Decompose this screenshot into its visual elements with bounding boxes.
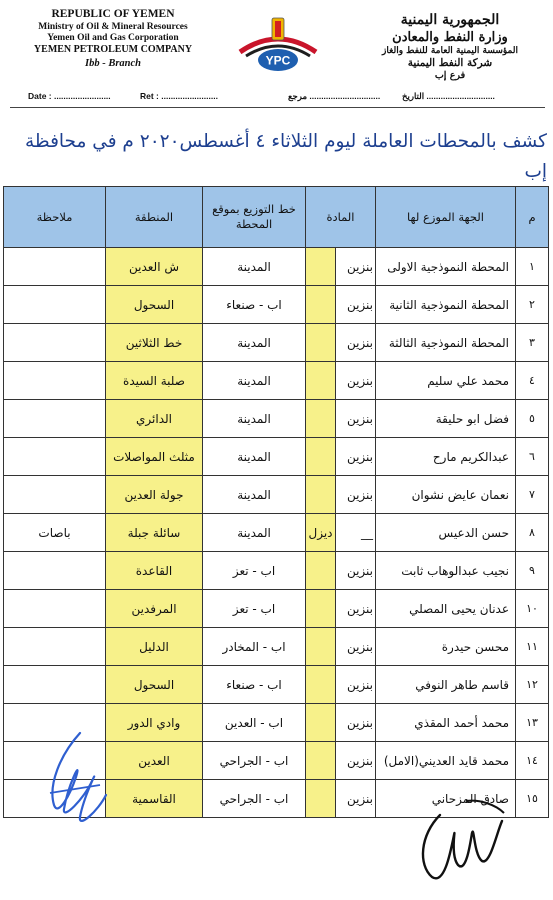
table-header-row	[4, 187, 549, 248]
cell-distribution-line: اب - تعز	[203, 590, 306, 628]
header-area: المنطقة	[106, 187, 203, 248]
cell-note	[4, 476, 106, 514]
cell-entity: عبدالكريم مارح	[376, 438, 516, 476]
cell-distribution-line: المدينة	[203, 362, 306, 400]
cell-area: العدين	[106, 742, 203, 780]
cell-distribution-line: اب - صنعاء	[203, 666, 306, 704]
cell-quantity	[306, 286, 336, 324]
cell-distribution-line: اب - تعز	[203, 552, 306, 590]
table-row	[4, 666, 549, 704]
cell-num: ١٤	[516, 742, 549, 780]
cell-quantity	[306, 780, 336, 818]
cell-area: الدائري	[106, 400, 203, 438]
letterhead-en-line2: Ministry of Oil & Mineral Resources	[38, 21, 188, 32]
letterhead-ar-line2: وزارة النفط والمعادن	[392, 29, 508, 45]
cell-note	[4, 666, 106, 704]
cell-material: بنزين	[336, 286, 376, 324]
letterhead-en-line4: YEMEN PETROLEUM COMPANY	[33, 43, 193, 55]
table-row	[4, 552, 549, 590]
letterhead-ar-line3: المؤسسة اليمنية العامة للنفط والغاز	[382, 45, 518, 56]
letterhead-ar-line5: فرع إب	[434, 70, 466, 82]
cell-area: خط الثلاثين	[106, 324, 203, 362]
cell-material: بنزين	[336, 666, 376, 704]
letterhead-en-line3: Yemen Oil and Gas Corporation	[47, 32, 179, 43]
cell-entity: صادق المزحاني	[376, 780, 516, 818]
cell-material: بنزين	[336, 590, 376, 628]
letterhead-ar-line1: الجمهورية اليمنية	[400, 12, 500, 28]
cell-quantity	[306, 476, 336, 514]
logo-text: YPC	[265, 53, 291, 68]
cell-distribution-line: المدينة	[203, 324, 306, 362]
cell-quantity	[306, 628, 336, 666]
cell-num: ٢	[516, 286, 549, 324]
header-distribution-line: خط التوزيع بموقع المحطة	[203, 187, 306, 248]
table-row	[4, 438, 549, 476]
cell-num: ٤	[516, 362, 549, 400]
cell-entity: قاسم طاهر النوفي	[376, 666, 516, 704]
cell-entity: المحطة النموذجية الثانية	[376, 286, 516, 324]
cell-distribution-line: اب - العدين	[203, 704, 306, 742]
header-material: المادة	[306, 187, 376, 248]
cell-material: __	[336, 514, 376, 552]
stations-table	[3, 186, 549, 818]
cell-entity: نعمان عايض نشوان	[376, 476, 516, 514]
cell-distribution-line: المدينة	[203, 400, 306, 438]
cell-entity: محمد قايد العديني(الامل)	[376, 742, 516, 780]
cell-note	[4, 438, 106, 476]
cell-entity: المحطة النموذجية الاولى	[376, 248, 516, 286]
cell-quantity	[306, 704, 336, 742]
table-row	[4, 628, 549, 666]
cell-note	[4, 590, 106, 628]
cell-area: الدليل	[106, 628, 203, 666]
date-label-en: Date : ........................	[28, 91, 111, 101]
cell-area: ش العدين	[106, 248, 203, 286]
cell-note	[4, 628, 106, 666]
cell-distribution-line: اب - الجراحي	[203, 742, 306, 780]
cell-num: ٩	[516, 552, 549, 590]
cell-entity: حسن الدعيس	[376, 514, 516, 552]
cell-note: باصات	[4, 514, 106, 552]
cell-num: ٨	[516, 514, 549, 552]
document-title: كشف بالمحطات العاملة ليوم الثلاثاء ٤ أغسطس٢٠٢٠ م في محافظة إب	[24, 131, 547, 182]
cell-num: ١٢	[516, 666, 549, 704]
cell-material: بنزين	[336, 400, 376, 438]
cell-distribution-line: اب - الجراحي	[203, 780, 306, 818]
cell-area: السحول	[106, 286, 203, 324]
table-row	[4, 324, 549, 362]
cell-num: ١٥	[516, 780, 549, 818]
letterhead-ar-line4: شركة النفط اليمنية	[407, 57, 493, 69]
cell-material: بنزين	[336, 628, 376, 666]
cell-quantity	[306, 400, 336, 438]
cell-quantity: ديزل	[306, 514, 336, 552]
cell-entity: المحطة النموذجية الثالثة	[376, 324, 516, 362]
cell-quantity	[306, 248, 336, 286]
cell-area: السحول	[106, 666, 203, 704]
cell-material: بنزين	[336, 742, 376, 780]
cell-note	[4, 286, 106, 324]
cell-quantity	[306, 666, 336, 704]
table-row	[4, 400, 549, 438]
cell-entity: محمد أحمد المقذي	[376, 704, 516, 742]
letterhead-en-line5: Ibb - Branch	[84, 57, 141, 69]
signature-left	[40, 725, 120, 835]
cell-num: ٧	[516, 476, 549, 514]
ref-label-en: Ret : ........................	[140, 91, 218, 101]
ypc-logo-icon	[232, 12, 324, 76]
cell-entity: محسن حيدرة	[376, 628, 516, 666]
cell-distribution-line: اب - المخادر	[203, 628, 306, 666]
cell-quantity	[306, 742, 336, 780]
letterhead	[0, 0, 553, 112]
cell-material: بنزين	[336, 248, 376, 286]
table-row	[4, 286, 549, 324]
header-num: م	[516, 187, 549, 248]
cell-entity: نجيب عبدالوهاب ثابت	[376, 552, 516, 590]
cell-num: ٥	[516, 400, 549, 438]
cell-area: سائلة جبلة	[106, 514, 203, 552]
cell-material: بنزين	[336, 552, 376, 590]
letterhead-divider	[10, 107, 545, 108]
cell-entity: عدنان يحيى المصلي	[376, 590, 516, 628]
cell-distribution-line: المدينة	[203, 248, 306, 286]
cell-quantity	[306, 438, 336, 476]
cell-note	[4, 552, 106, 590]
cell-material: بنزين	[336, 438, 376, 476]
cell-area: صلبة السيدة	[106, 362, 203, 400]
date-label-ar: ............................. التاريخ	[402, 91, 495, 101]
cell-quantity	[306, 590, 336, 628]
cell-num: ١٣	[516, 704, 549, 742]
cell-entity: فضل ابو حليقة	[376, 400, 516, 438]
ref-label-ar: .............................. مرجع	[288, 91, 381, 101]
cell-material: بنزين	[336, 324, 376, 362]
signature-right	[410, 795, 510, 890]
table-row	[4, 476, 549, 514]
cell-note	[4, 400, 106, 438]
cell-quantity	[306, 552, 336, 590]
cell-material: بنزين	[336, 362, 376, 400]
cell-distribution-line: اب - صنعاء	[203, 286, 306, 324]
cell-num: ١	[516, 248, 549, 286]
cell-entity: محمد علي سليم	[376, 362, 516, 400]
cell-material: بنزين	[336, 704, 376, 742]
cell-distribution-line: المدينة	[203, 514, 306, 552]
cell-material: بنزين	[336, 476, 376, 514]
cell-quantity	[306, 324, 336, 362]
cell-area: القاعدة	[106, 552, 203, 590]
letterhead-english	[8, 8, 218, 70]
cell-note	[4, 324, 106, 362]
cell-num: ٣	[516, 324, 549, 362]
cell-area: المرفدين	[106, 590, 203, 628]
header-note: ملاحظة	[4, 187, 106, 248]
cell-material: بنزين	[336, 780, 376, 818]
cell-num: ١٠	[516, 590, 549, 628]
cell-num: ٦	[516, 438, 549, 476]
letterhead-en-line1: REPUBLIC OF YEMEN	[51, 8, 175, 20]
cell-note	[4, 362, 106, 400]
cell-area: القاسمية	[106, 780, 203, 818]
cell-num: ١١	[516, 628, 549, 666]
cell-note	[4, 248, 106, 286]
cell-distribution-line: المدينة	[203, 438, 306, 476]
cell-area: مثلث المواصلات	[106, 438, 203, 476]
cell-distribution-line: المدينة	[203, 476, 306, 514]
table-row	[4, 590, 549, 628]
table-row	[4, 362, 549, 400]
table-row	[4, 248, 549, 286]
header-entity: الجهة الموزع لها	[376, 187, 516, 248]
cell-area: وادي الدور	[106, 704, 203, 742]
cell-area: جولة العدين	[106, 476, 203, 514]
cell-quantity	[306, 362, 336, 400]
letterhead-arabic	[355, 12, 545, 82]
table-row	[4, 514, 549, 552]
